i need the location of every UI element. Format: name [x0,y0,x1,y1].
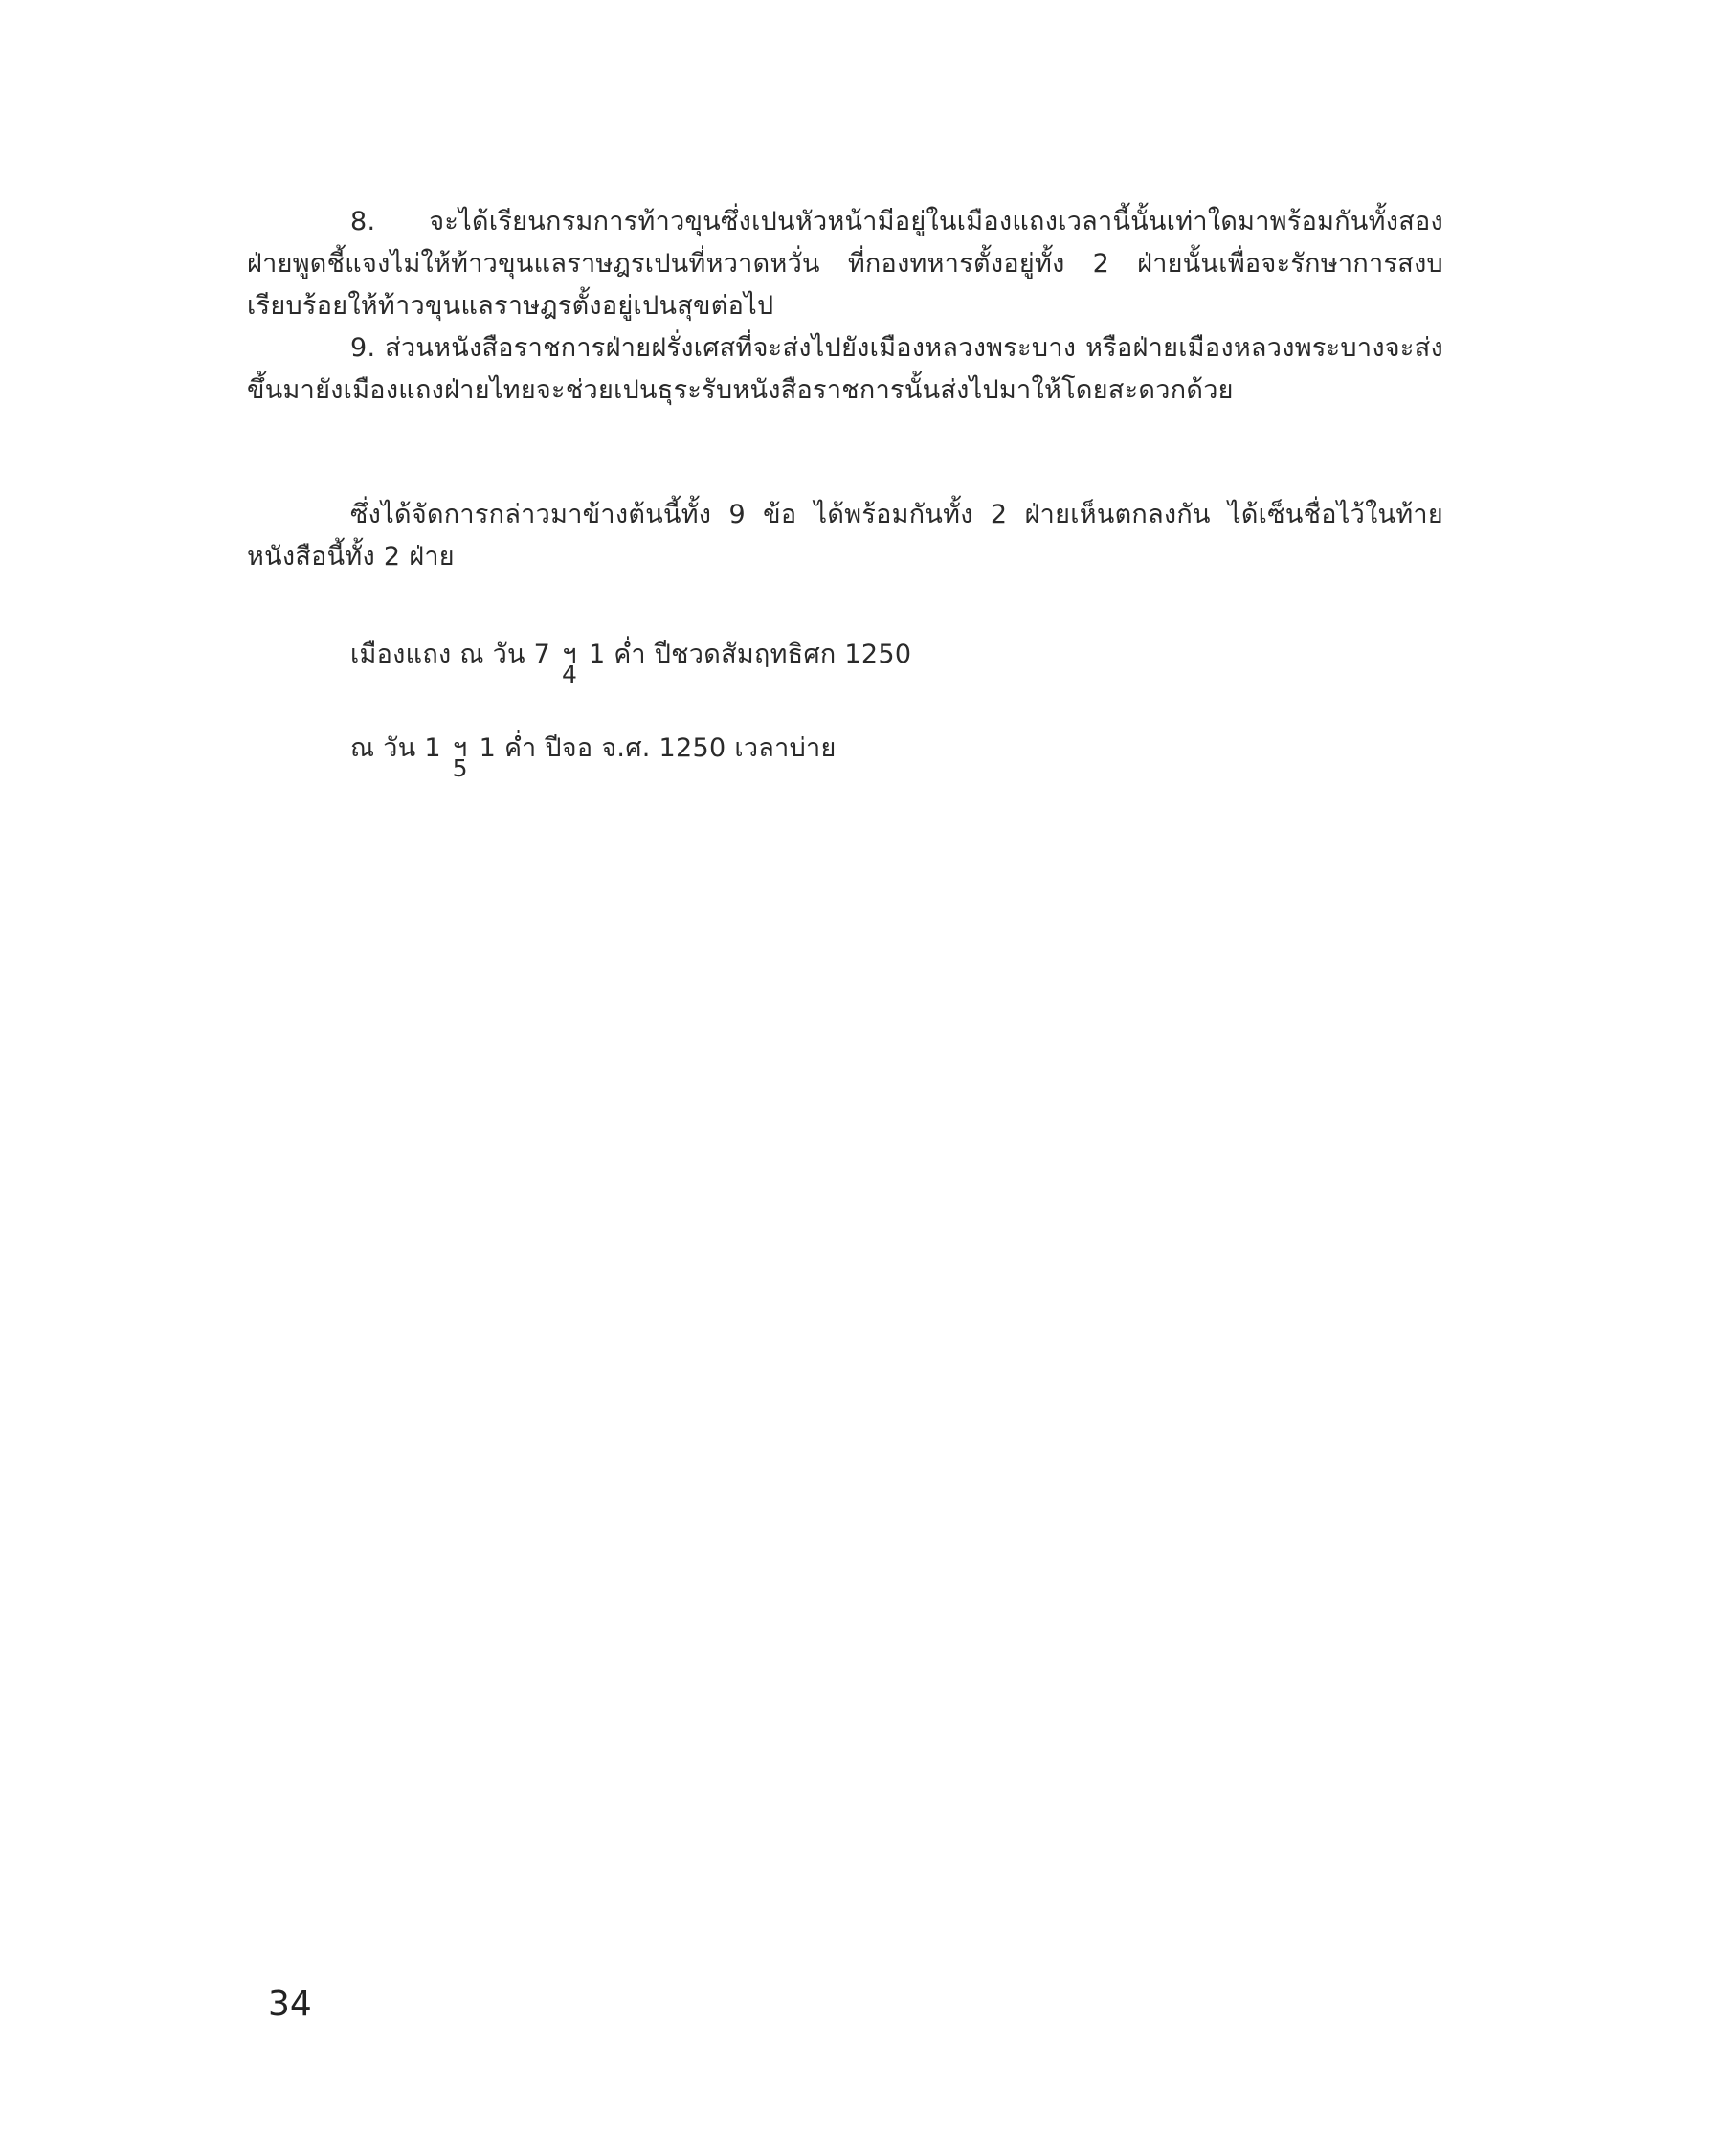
lunar-month-number-2: 5 [452,754,468,782]
lunar-date-marker-2 [450,728,471,782]
lunar-date-symbol-2: ฯ [452,733,468,763]
date-line-1-suffix: 1 ค่ำ ปีชวดสัมฤทธิศก 1250 [588,640,912,669]
date-line-signing [350,728,837,782]
date-line-1-prefix: เมืองแถง ณ วัน 7 [350,640,551,669]
paragraph-9: 9. ส่วนหนังสือราชการฝ่ายฝรั่งเศสที่จะส่งไปยังเมืองหลวงพระบาง หรือฝ่ายเมืองหลวงพระบางจะส่งขึ้นมายังเมืองแถงฝ่ายไทยจะช่วยเปนธุระรับหนังสือราชการนั้นส่งไปมาให้โดยสะดวกด้วย [247,333,1443,405]
lunar-date-marker-1 [559,634,580,688]
paragraph-8: 8. จะได้เรียนกรมการท้าวขุนซึ่งเปนหัวหน้ามีอยู่ในเมืองแถงเวลานี้นั้นเท่าใดมาพร้อมกันทั้งสองฝ่ายพูดชี้แจงไม่ให้ท้าวขุนแลราษฎรเปนที่หวาดหวั่น ที่กองทหารตั้งอยู่ทั้ง 2 ฝ่ายนั้นเพื่อจะรักษาการสงบเรียบร้อยให้ท้าวขุนแลราษฎรตั้งอยู่เปนสุขต่อไป [247,207,1443,321]
date-line-muang-thaeng [350,634,912,688]
lunar-month-number-1: 4 [561,661,578,688]
date-line-2-suffix: 1 ค่ำ ปีจอ จ.ศ. 1250 เวลาบ่าย [479,733,837,763]
lunar-date-symbol-1: ฯ [562,640,577,669]
page-number: 34 [268,1985,312,2024]
summary-paragraph: ซึ่งได้จัดการกล่าวมาข้างต้นนี้ทั้ง 9 ข้อ ได้พร้อมกันทั้ง 2 ฝ่ายเห็นตกลงกัน ได้เซ็นชื่อไว้ในท้ายหนังสือนี้ทั้ง 2 ฝ่าย [247,500,1443,572]
date-line-2-prefix: ณ วัน 1 [350,733,441,763]
